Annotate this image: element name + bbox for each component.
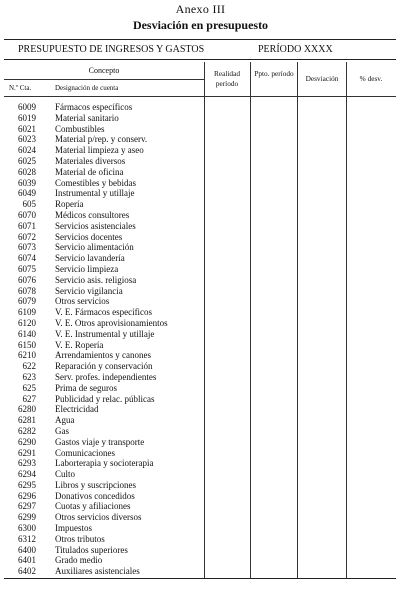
account-name: Gastos viaje y transporte [55,436,145,447]
top-rule [4,39,396,40]
account-name: Comunicaciones [55,447,115,458]
account-name: Comestibles y bebidas [55,177,136,188]
account-code: 6023 [18,134,36,145]
header-left: PRESUPUESTO DE INGRESOS Y GASTOS [18,44,205,55]
header-bottom-rule [4,59,396,60]
annex-title: Anexo III [175,2,226,16]
table-row [4,372,204,383]
account-code: 6049 [18,188,36,199]
account-name: Ropería [55,199,84,210]
table-row [4,555,204,566]
account-code: 6291 [18,447,36,458]
bottom-rule [4,578,396,579]
table-row [4,566,204,577]
account-name: Laborterapia y socioterapia [55,458,154,469]
account-code: 6402 [18,566,36,577]
table-row [4,286,204,297]
account-name: Servicios asistenciales [55,220,136,231]
account-name: Servicio vigilancia [55,285,123,296]
account-code: 6150 [18,339,36,350]
account-code: 6074 [18,253,36,264]
realidad-header: Realidad período [214,69,240,88]
account-name: Médicos consultores [55,209,130,220]
table-row [4,458,204,469]
table-row [4,545,204,556]
account-code: 6025 [18,155,36,166]
account-name: Servicio asis. religiosa [55,274,137,285]
account-code: 6070 [18,209,36,220]
document-title: Desviación en presupuesto [132,18,269,32]
table-row [4,501,204,512]
table-row [4,242,204,253]
table-row [4,318,204,329]
table-row [4,102,204,113]
account-code: 6079 [18,296,36,307]
account-code: 6024 [18,145,36,156]
account-name: Auxiliares asistenciales [55,566,140,577]
table-row [4,145,204,156]
account-code: 6078 [18,285,36,296]
account-name: Electricidad [55,404,99,415]
concept-header: Concepto [88,66,120,75]
table-row [4,415,204,426]
account-code: 6312 [18,533,36,544]
table-row [4,221,204,232]
table-row [4,394,204,405]
account-name: Combustibles [55,123,105,134]
account-name: Material de oficina [55,166,124,177]
table-row [4,264,204,275]
account-code: 6073 [18,242,36,253]
column-divider [204,62,205,578]
account-name: V. E. Otros aprovisionamientos [55,317,168,328]
table-row [4,275,204,286]
account-code: 6019 [18,112,36,123]
account-name: Impuestos [55,523,92,534]
account-rows [4,102,204,577]
table-row [4,437,204,448]
account-code: 6210 [18,350,36,361]
account-name: Material limpieza y aseo [55,145,144,156]
table-row [4,134,204,145]
account-code: 622 [22,361,36,372]
account-code: 605 [22,199,36,210]
account-name: Otros servicios diversos [55,512,142,523]
account-code: 6293 [18,458,36,469]
account-name: V. E. Fármacos específicos [55,307,153,318]
table-row [4,167,204,178]
account-code: 623 [22,371,36,382]
table-row [4,113,204,124]
account-code: 6297 [18,501,36,512]
account-name: V. E. Ropería [55,339,104,350]
table-row [4,199,204,210]
table-row [4,480,204,491]
account-name: Servicios docentes [55,231,123,242]
presupuesto-header: Ppto. período [254,69,294,78]
table-row [4,469,204,480]
account-code: 6294 [18,469,36,480]
account-code: 6300 [18,523,36,534]
account-name: Servicio limpieza [55,263,119,274]
table-row [4,156,204,167]
account-code: 6120 [18,317,36,328]
account-code: 6140 [18,328,36,339]
table-row [4,383,204,394]
account-name: Titulados superiores [55,544,128,555]
table-row [4,404,204,415]
table-row [4,307,204,318]
table-row [4,253,204,264]
account-name: Donativos concedidos [55,490,135,501]
table-row [4,523,204,534]
account-code: 6295 [18,479,36,490]
account-name: Agua [55,415,75,426]
table-header-rule [4,96,396,97]
account-code: 6296 [18,490,36,501]
account-name: Servicio alimentación [55,242,134,253]
account-name: Material p/rep. y conserv. [55,134,148,145]
account-number-header: N.º Cta. [9,84,32,92]
table-row [4,178,204,189]
account-code: 6281 [18,415,36,426]
column-divider [250,62,251,578]
table-row [4,534,204,545]
table-row [4,340,204,351]
account-name: Publicidad y relac. públicas [55,393,155,404]
table-row [4,232,204,243]
table-row [4,210,204,221]
table-row [4,512,204,523]
table-row [4,426,204,437]
account-code: 625 [22,382,36,393]
table-row [4,448,204,459]
header-right: PERÍODO XXXX [258,44,333,55]
column-divider [297,62,298,578]
account-code: 6401 [18,555,36,566]
account-name: Materiales diversos [55,155,126,166]
account-name: Otros tributos [55,533,105,544]
account-name: Fármacos específicos [55,102,133,112]
account-name: Culto [55,469,76,480]
account-name: Prima de seguros [55,382,117,393]
account-code: 6009 [18,102,36,112]
account-code: 627 [22,393,36,404]
account-code: 6280 [18,404,36,415]
account-code: 6071 [18,220,36,231]
column-divider [346,62,347,578]
account-code: 6299 [18,512,36,523]
account-code: 6039 [18,177,36,188]
pct-desviacion-header: % desv. [359,74,383,83]
account-code: 6021 [18,123,36,134]
account-code: 6400 [18,544,36,555]
account-code: 6109 [18,307,36,318]
account-name: Serv. profes. independientes [55,371,157,382]
table-row [4,124,204,135]
table-row [4,350,204,361]
desviacion-header: Desviación [305,74,339,83]
table-row [4,188,204,199]
account-name: Cuotas y afiliaciones [55,501,131,512]
account-name: Material sanitario [55,112,119,123]
table-row [4,491,204,502]
account-name: Libros y suscripciones [55,479,136,490]
table-row [4,361,204,372]
account-name: Gas [55,425,69,436]
account-code: 6072 [18,231,36,242]
account-code: 6075 [18,263,36,274]
account-code: 6290 [18,436,36,447]
account-name: V. E. Instrumental y utillaje [55,328,155,339]
account-code: 6282 [18,425,36,436]
account-name: Servicio lavandería [55,253,125,264]
account-name: Grado medio [55,555,103,566]
account-code: 6028 [18,166,36,177]
account-name: Otros servicios [55,296,110,307]
account-designation-header: Designación de cuenta [55,84,119,92]
account-name: Instrumental y utillaje [55,188,135,199]
concept-rule [4,79,204,80]
account-code: 6076 [18,274,36,285]
account-name: Reparación y conservación [55,361,153,372]
table-row [4,296,204,307]
account-name: Arrendamientos y canones [55,350,151,361]
table-row [4,329,204,340]
